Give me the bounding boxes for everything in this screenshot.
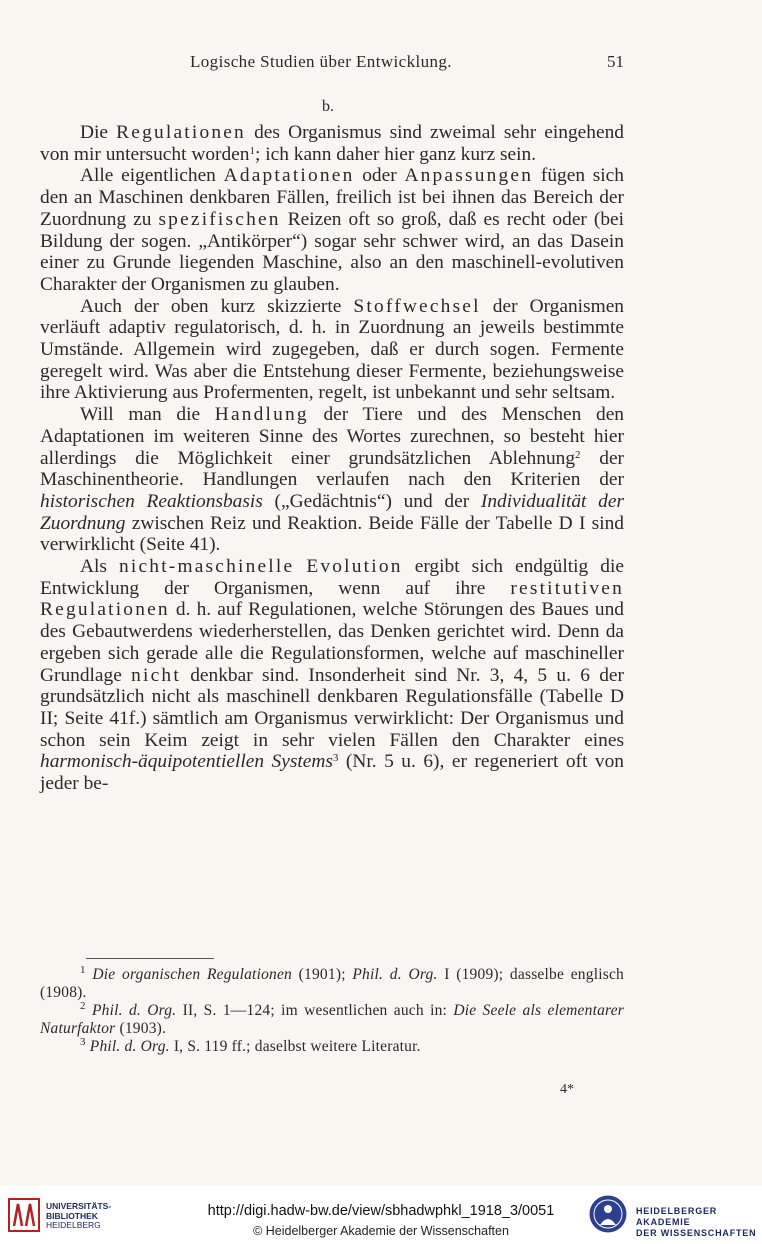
footnote: $^3$ Phil. d. Org. I, S. 119 ff.; daselbst weitere Literatur. (80, 1036, 421, 1055)
spaced-emphasis: Adaptationen (223, 165, 355, 187)
paragraph: Alle eigentlichen Adaptationen oder Anpassungen fügen sich den an Maschinen denkbaren Fällen, freilich ist bei ihnen das Bereich der Zuordnung zu spezifischen Reizen oft so groß, daß es recht oder (bei Bildung der sogen. „Antikörper“) sogar sehr schwer wird, an das Dasein einer zu Grunde liegenden Maschine, also an den maschinell-evolutiven Charakter der Organismen zu glauben. (40, 165, 625, 295)
footnote: $^2$ Phil. d. Org. II, S. 1—124; im wesentlichen auch in: Die Seele als elementarer Naturfaktor (1903). (40, 1000, 625, 1037)
viewer-footer (0, 1186, 762, 1244)
footnote: $^1$ Die organischen Regulationen (1901); Phil. d. Org. I (1909); dasselbe englisch (1908). (40, 964, 624, 1001)
university-library-name: UNIVERSITÄTS- BIBLIOTHEK HEIDELBERG (46, 1201, 112, 1230)
running-head: Logische Studien über Entwicklung. (190, 52, 452, 71)
paragraph: Als nicht-maschinelle Evolution ergibt sich endgültig die Entwicklung der Organismen, wenn auf ihre restitutiven Regulationen d. h. auf Regulationen, welche Störungen des Baues und des Gebautwerdens wiederherstellen, das Denken gerichtet wird. Denn da ergeben sich gerade alle die Regulationsformen, welche auf maschineller Grundlage nicht denkbar sind. Insonderheit sind Nr. 3, 4, 5 u. 6 der grundsätzlich nicht als maschinell denkbaren Regulationsfälle (Tabelle D II; Seite 41f.) sämtlich am Organismus verwirklicht: Der Organismus und schon sein Keim zeigt in sehr vielen Fällen den Charakter eines harmonisch-äquipotentiellen Systems$^3$ (Nr. 5 u. 6), er regeneriert oft von jeder be- (40, 556, 624, 795)
spaced-emphasis: Stoffwechsel (353, 295, 481, 317)
footnote-ref: 1 (249, 144, 255, 157)
footnote-rule (86, 958, 214, 959)
academy-seal-icon (588, 1194, 628, 1234)
footnote-ref: 2 (575, 448, 581, 461)
academy-name: HEIDELBERGER AKADEMIE DER WISSENSCHAFTEN (636, 1206, 757, 1238)
signature-mark: 4* (560, 1082, 574, 1097)
footnote-ref: 3 (332, 752, 339, 765)
page-number: 51 (607, 52, 624, 71)
section-mark: b. (322, 98, 334, 115)
paragraph: Will man die Handlung der Tiere und des Menschen den Adaptationen im weiteren Sinne des Wortes zurechnen, so besteht hier allerdings die Möglichkeit einer grundsätzlichen Ablehnung$^2$ der Maschinentheorie. Handlungen verlaufen nach den Kriterien der historischen Reaktionsbasis („Gedächtnis“) und der Individualität der Zuordnung zwischen Reiz und Reaktion. Beide Fälle der Tabelle D I sind verwirklicht (Seite 41). (40, 404, 625, 556)
spaced-emphasis: spezifischen (158, 208, 281, 230)
permalink[interactable]: http://digi.hadw-bw.de/view/sbhadwphkl_1918_3/0051 (207, 1203, 555, 1219)
footnotes (40, 966, 624, 1056)
spaced-emphasis: nicht-maschinelle (119, 556, 295, 578)
spaced-emphasis: nicht (131, 664, 181, 686)
body-text (40, 122, 624, 795)
spaced-emphasis: Anpassungen (404, 165, 534, 187)
paragraph: Die Regulationen des Organismus sind zweimal sehr eingehend von mir untersucht worden$^1$; ich kann daher hier ganz kurz sein. (40, 122, 624, 165)
italic-term: Individualität der Zuordnung (40, 490, 624, 534)
italic-term: historischen Reaktionsbasis (40, 490, 263, 512)
spaced-emphasis: Handlung (214, 404, 309, 426)
paragraph: Auch der oben kurz skizzierte Stoffwechsel der Organismen verläuft adaptiv regulatorisch, d. h. in Zuordnung an jeweils bestimmte Umstände. Allgemein wird zugegeben, daß er durch sogen. Fermente geregelt wird. Was aber die Entstehung dieser Fermente, beziehungsweise ihre Aktivierung aus Profermenten, regelt, ist unbekannt und sehr seltsam. (40, 295, 624, 404)
spaced-emphasis: Evolution (306, 556, 403, 578)
spaced-emphasis: Regulationen (116, 122, 246, 143)
spaced-emphasis: restitutiven Regulationen (40, 577, 624, 621)
italic-term: harmonisch-äquipotentiellen Systems (40, 751, 333, 773)
copyright-notice: © Heidelberger Akademie der Wissenschaften (253, 1224, 509, 1238)
page-header (40, 52, 624, 76)
